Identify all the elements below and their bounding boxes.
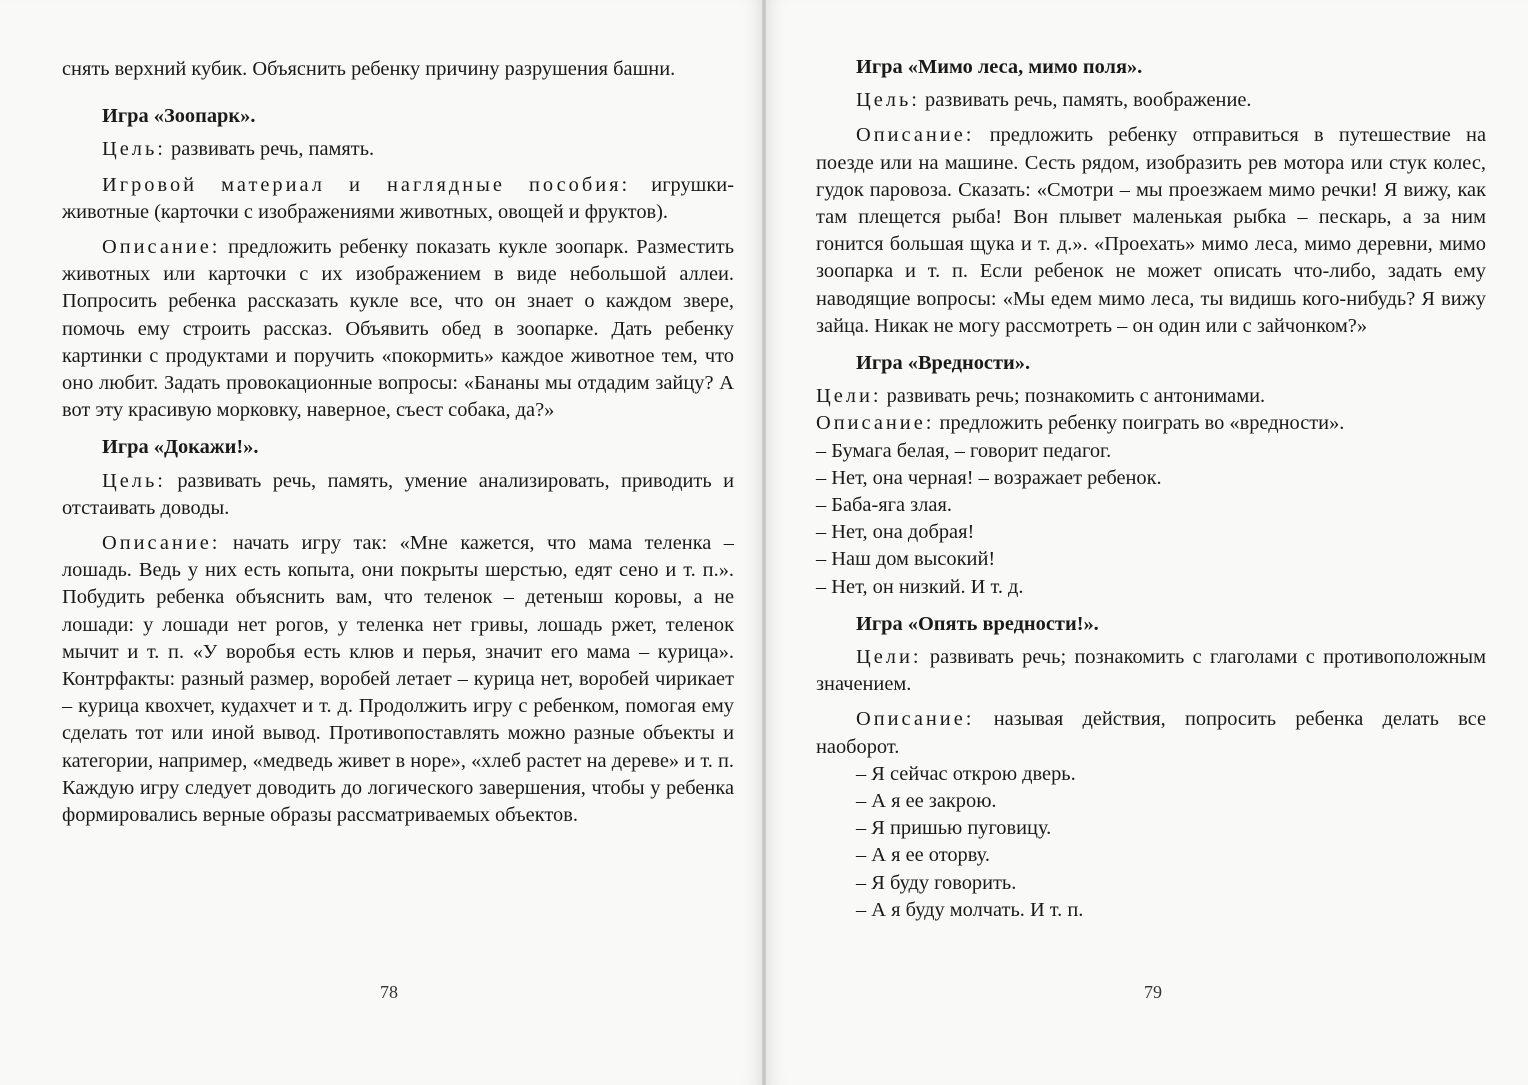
zoo-description-text: предложить ребенку показать кукле зоопарк. Разместить животных или карточки с их изображением в виде небольшой аллеи. Попросить ребенка рассказать кукле все, что он знает о каждом звере, помочь ему строить рассказ. Объявить обед в зоопарке. Дать ребенку картинки с продуктами и поручить «покормить» каждое животное тем, что оно любит. Задать провокационные вопросы: «Бананы мы отдадим зайцу? А вот эту красивую морковку, наверное, съест собака, да?»: [62, 236, 734, 422]
zoo-description-label: Описание:: [102, 236, 221, 259]
mischief-goal-text: развивать речь; познакомить с антонимами.: [881, 385, 1266, 408]
mischief-goal: [816, 383, 1486, 410]
prove-goal-label: Цель:: [102, 469, 166, 492]
prove-goal: [62, 468, 734, 522]
dialogue-line: – Нет, она черная! – возражает ребенок.: [816, 466, 1162, 489]
mischief-again-description-label: Описание:: [856, 708, 975, 731]
dialogue-line: – Я сейчас открою дверь.: [856, 762, 1076, 785]
dialogue-line: – А я ее закрою.: [856, 790, 997, 813]
dialogue-line: – А я ее оторву.: [856, 844, 990, 867]
page-number-left: 78: [380, 982, 398, 1002]
mischief-goal-label: Цели:: [816, 385, 882, 408]
forest-description-label: Описание:: [856, 124, 975, 147]
zoo-material-label: Игровой материал и наглядные пособия:: [102, 173, 631, 196]
dialogue-line: – Я пришью пуговицу.: [856, 817, 1052, 840]
right-page: [764, 0, 1528, 1085]
mischief-again-goal-text: развивать речь; познакомить с глаголами с противоположным значением.: [816, 646, 1486, 696]
zoo-description: [62, 234, 734, 424]
zoo-goal-text: развивать речь, память.: [165, 138, 375, 161]
continuation-paragraph: снять верхний кубик. Объяснить ребенку причину разрушения башни.: [62, 58, 676, 80]
forest-description-text: предложить ребенку отправиться в путешествие на поезде или на машине. Сесть рядом, изобразить рев мотора или стук колес, гудок паровоза. Сказать: «Смотри – мы проезжаем мимо речки! Я вижу, как там плещется рыба! Вон плывет маленькая рыбка – пескарь, а за ним гонится большая щука и т. д.». «Проехать» мимо леса, мимо деревни, мимо зоопарка и т. п. Если ребенок не может описать что-либо, задать ему наводящие вопросы: «Мы едем мимо леса, ты видишь кого-нибудь? Я вижу зайца. Никак не могу рассмотреть – он один или с зайчонком?»: [816, 124, 1486, 337]
forest-description: [816, 122, 1486, 340]
zoo-game-heading: Игра «Зоопарк».: [102, 105, 256, 128]
mischief-again-goal: [816, 644, 1486, 698]
page-number-right: 79: [1144, 982, 1162, 1002]
mischief-again-description-text: называя действия, попросить ребенка делать все наоборот.: [816, 708, 1486, 758]
prove-description: [62, 530, 734, 829]
dialogue-line: – Наш дом высокий!: [816, 548, 996, 571]
mischief-description-label: Описание:: [816, 412, 935, 435]
mischief-again-description: [816, 706, 1486, 760]
prove-goal-text: развивать речь, память, умение анализировать, приводить и отстаивать доводы.: [62, 469, 734, 519]
prove-description-text: начать игру так: «Мне кажется, что мама теленка – лошадь. Ведь у них есть копыта, они покрыты шерстью, едят сено и т. п.». Побудить ребенка объяснить вам, что теленок – детеныш коровы, а не лошади: у лошади нет рогов, у теленка нет гривы, лошадь ржет, теленок мычит и т. п. «У воробья есть клюв и перья, значит его мама – курица». Контрфакты: разный размер, воробей летает – курица нет, воробей чирикает – курица квохчет, кудахчет и т. д. Продолжить игру с ребенком, помогая ему сделать тот или иной вывод. Противопоставлять можно разные объекты и категории, например, «медведь живет в норе», «хлеб растет на дереве» и т. п. Каждую игру следует доводить до логического завершения, чтобы у ребенка формировались верные образы рассматриваемых объектов.: [62, 532, 734, 827]
mischief-again-game-heading: Игра «Опять вредности!».: [856, 612, 1099, 635]
forest-goal-label: Цель:: [856, 89, 920, 112]
dialogue-line: – Баба-яга злая.: [816, 494, 952, 517]
mischief-game-heading: Игра «Вредности».: [856, 352, 1031, 375]
book-gutter: [762, 0, 766, 1085]
mischief-description-text: предложить ребенку поиграть во «вредности».: [934, 412, 1345, 435]
zoo-material: [62, 172, 734, 226]
zoo-material-text: игрушки-животные (карточки с изображениями животных, овощей и фруктов).: [62, 173, 734, 223]
dialogue-line: – Я буду говорить.: [856, 871, 1017, 894]
mischief-description: [816, 410, 1486, 437]
dialogue-line: – Нет, он низкий. И т. д.: [816, 575, 1024, 598]
dialogue-line: – Нет, она добрая!: [816, 521, 975, 544]
forest-goal-text: развивать речь, память, воображение.: [919, 89, 1252, 112]
dialogue-line: – А я буду молчать. И т. п.: [856, 898, 1084, 921]
dialogue-line: – Бумага белая, – говорит педагог.: [816, 439, 1112, 462]
prove-description-label: Описание:: [102, 532, 221, 555]
mischief-again-goal-label: Цели:: [856, 646, 922, 669]
zoo-goal-label: Цель:: [102, 138, 166, 161]
prove-game-heading: Игра «Докажи!».: [102, 436, 259, 459]
forest-goal: [816, 87, 1486, 114]
forest-game-heading: Игра «Мимо леса, мимо поля».: [856, 56, 1143, 78]
zoo-goal: [62, 136, 734, 163]
